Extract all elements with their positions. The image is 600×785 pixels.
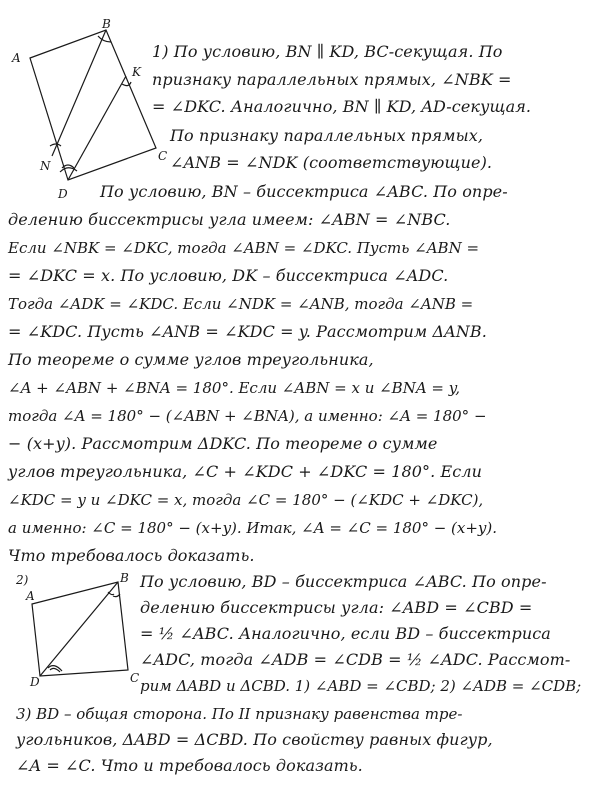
label-d: D [30, 675, 40, 689]
part2-line-5: рим ΔABD и ΔCBD. 1) ∠ABD = ∠CBD; 2) ∠ADB = ∠CDB; [140, 677, 582, 695]
part1-line-5: ∠ANB = ∠NDK (соответствующие). [170, 153, 493, 172]
part1-line-14: тогда ∠A = 180° − (∠ABN + ∠BNA), а именно: ∠A = 180° − [8, 407, 487, 425]
label-k: K [132, 65, 141, 79]
part1-line-7: делению биссектрисы угла имеем: ∠ABN = ∠NBC. [8, 210, 451, 229]
label-b: B [120, 572, 129, 585]
bisector-dk [68, 76, 126, 180]
part1-line-3: = ∠DKC. Аналогично, BN ∥ KD, AD-секущая. [152, 97, 532, 116]
label-number: 2) [16, 573, 29, 587]
label-n: N [40, 159, 51, 173]
label-c: C [130, 671, 140, 685]
angle-arc-b-left [108, 592, 114, 595]
label-a: A [26, 589, 35, 603]
angle-arc-n [50, 144, 61, 146]
part2-line-6: 3) BD – общая сторона. По II признаку равенства тре- [16, 705, 463, 723]
part1-line-9: = ∠DKC = x. По условию, DK – биссектриса ∠ADC. [8, 266, 449, 285]
angle-arc-d [50, 668, 60, 672]
part1-line-8: Если ∠NBK = ∠DKC, тогда ∠ABN = ∠DKC. Пусть ∠ABN = [8, 239, 480, 257]
part1-line-2: признаку параллельных прямых, ∠NBK = [152, 70, 512, 89]
part2-line-3: = ½ ∠ABC. Аналогично, если BD – биссектриса [140, 624, 551, 643]
part2-line-8: ∠A = ∠C. Что и требовалось доказать. [16, 756, 363, 775]
part2-line-2: делению биссектрисы угла: ∠ABD = ∠CBD = [140, 598, 533, 617]
part1-line-18: а именно: ∠C = 180° − (x+y). Итак, ∠A = ∠C = 180° − (x+y). [8, 519, 498, 537]
part1-line-10: Тогда ∠ADK = ∠KDC. Если ∠NDK = ∠ANB, тогда ∠ANB = [8, 295, 474, 313]
part1-line-4: По признаку параллельных прямых, [170, 126, 484, 145]
part1-line-6: По условию, BN – биссектриса ∠ABC. По опре- [100, 182, 508, 201]
figure-quadrilateral [4, 572, 144, 690]
part1-line-13: ∠A + ∠ABN + ∠BNA = 180°. Если ∠ABN = x и ∠BNA = y, [8, 379, 461, 397]
label-b: B [102, 18, 111, 31]
bisector-bd [40, 582, 118, 676]
parallelogram-shape [30, 30, 156, 180]
part1-line-16: углов треугольника, ∠C + ∠KDC + ∠DKC = 180°. Если [8, 462, 483, 481]
part2-line-7: угольников, ΔABD = ΔCBD. По свойству равных фигур, [16, 730, 493, 749]
part2-line-4: ∠ADC, тогда ∠ADB = ∠CDB = ½ ∠ADC. Рассмот- [140, 650, 571, 669]
figure-parallelogram [8, 18, 168, 203]
part1-line-15: − (x+y). Рассмотрим ΔDKC. По теореме о сумме [8, 434, 438, 453]
label-a: A [12, 51, 21, 65]
label-d: D [58, 187, 68, 201]
bisector-bn [52, 30, 106, 156]
label-c: C [158, 149, 168, 163]
figure-quadrilateral-svg [4, 572, 144, 690]
part1-line-19: Что требовалось доказать. [8, 546, 255, 565]
part1-line-11: = ∠KDC. Пусть ∠ANB = ∠KDC = y. Рассмотрим ΔANB. [8, 322, 487, 341]
part2-line-1: По условию, BD – биссектриса ∠ABC. По опре- [140, 572, 547, 591]
part1-line-12: По теореме о сумме углов треугольника, [8, 350, 374, 369]
figure-parallelogram-svg [8, 18, 168, 203]
angle-arc-k [122, 82, 131, 86]
part1-line-1: 1) По условию, BN ∥ KD, BC-секущая. По [152, 42, 503, 61]
part1-line-17: ∠KDC = y и ∠DKC = x, тогда ∠C = 180° − (∠KDC + ∠DKC), [8, 491, 484, 509]
